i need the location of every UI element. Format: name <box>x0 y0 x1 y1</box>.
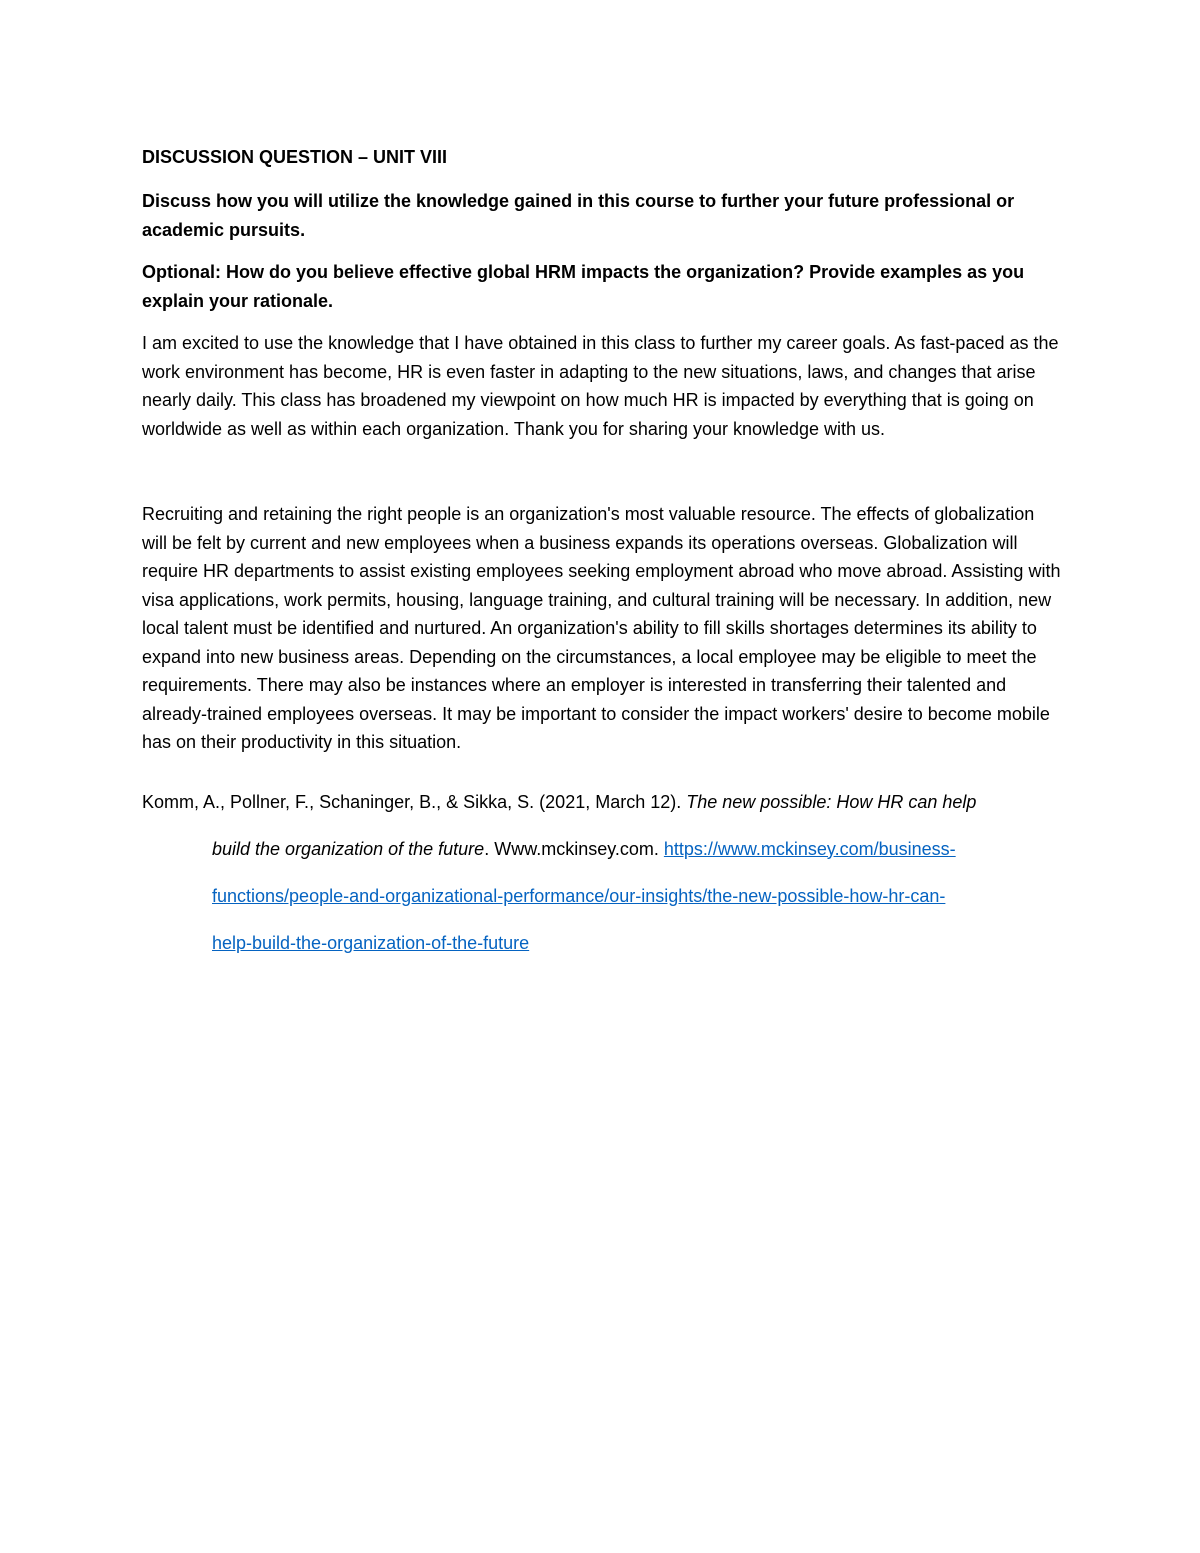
discussion-question: Discuss how you will utilize the knowledge gained in this course to further your future professional or academic pursuits. <box>142 191 1015 240</box>
page-title: DISCUSSION QUESTION – UNIT VIII <box>142 147 448 167</box>
reference-site: . Www.mckinsey.com. <box>484 838 664 859</box>
document-body <box>142 143 1062 967</box>
optional-question: Optional: How do you believe effective global HRM impacts the organization? Provide examples as you explain your rationale. <box>142 262 1025 311</box>
reference-authors: Komm, A., Pollner, F., Schaninger, B., & Sikka, S. (2021, March 12). <box>142 791 687 812</box>
reference-url-line1[interactable]: https://www.mckinsey.com/business- <box>663 838 956 859</box>
paragraph-spacer <box>142 443 1062 500</box>
reference-title-part2: build the organization of the future <box>212 838 485 859</box>
response-paragraph-1: I am excited to use the knowledge that I have obtained in this class to further my career goals. As fast-paced as the work environment has become, HR is even faster in adapting to the new situations, laws, and changes that arise nearly daily. This class has broadened my viewpoint on how much HR is impacted by everything that is going on worldwide as well as within each organization. Thank you for sharing your knowledge with us. <box>142 333 1059 439</box>
reference-url-line2[interactable]: functions/people-and-organizational-performance/our-insights/the-new-possible-how-hr-can- <box>212 885 946 906</box>
reference-indented-block <box>142 826 1062 967</box>
reference-url-line3[interactable]: help-build-the-organization-of-the-future <box>212 932 530 953</box>
reference-title-part1: The new possible: How HR can help <box>686 791 977 812</box>
response-paragraph-2: Recruiting and retaining the right people is an organization's most valuable resource. The effects of globalization will be felt by current and new employees when a business expands its operations overseas. Globalization will require HR departments to assist existing employees seeking employment abroad who move abroad. Assisting with visa applications, work permits, housing, language training, and cultural training will be necessary. In addition, new local talent must be identified and nurtured. An organization's ability to fill skills shortages determines its ability to expand into new business areas. Depending on the circumstances, a local employee may be eligible to meet the requirements. There may also be instances where an employer is interested in transferring their talented and already-trained employees overseas. It may be important to consider the impact workers' desire to become mobile has on their productivity in this situation. <box>142 504 1061 752</box>
reference-entry <box>142 779 1062 967</box>
